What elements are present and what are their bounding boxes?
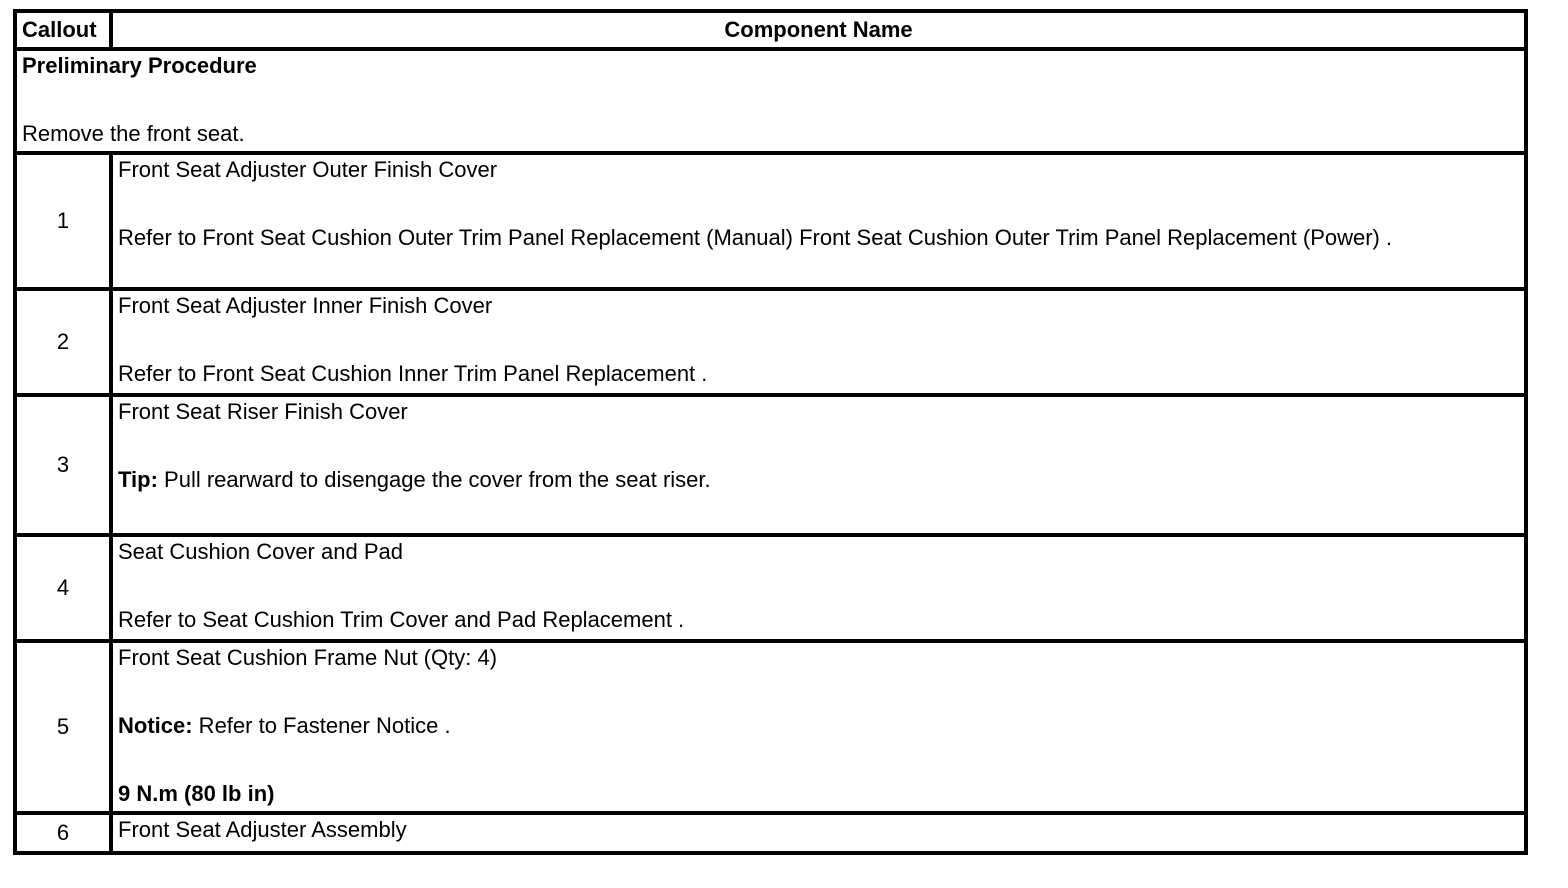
component-name: Front Seat Cushion Frame Nut (Qty: 4) bbox=[118, 645, 498, 670]
component-detail: Refer to Seat Cushion Trim Cover and Pad Replacement . bbox=[118, 607, 685, 632]
component-cell bbox=[111, 641, 1526, 813]
component-cell bbox=[111, 535, 1526, 641]
notice-label: Notice: bbox=[118, 713, 193, 738]
component-cell bbox=[111, 153, 1526, 289]
component-name: Seat Cushion Cover and Pad bbox=[118, 539, 403, 564]
preliminary-text: Remove the front seat. bbox=[22, 121, 245, 146]
component-detail bbox=[118, 465, 1519, 495]
table-row bbox=[15, 641, 1526, 813]
header-component-name: Component Name bbox=[111, 11, 1526, 49]
component-cell bbox=[111, 395, 1526, 535]
tip-text: Pull rearward to disengage the cover from the seat riser. bbox=[157, 467, 711, 492]
table-row bbox=[15, 535, 1526, 641]
component-name: Front Seat Adjuster Inner Finish Cover bbox=[118, 293, 493, 318]
preliminary-cell bbox=[15, 49, 1526, 153]
component-detail: Refer to Front Seat Cushion Outer Trim Panel Replacement (Manual) Front Seat Cushion Outer Trim Panel Replacement (Power) . bbox=[118, 225, 1393, 250]
header-row bbox=[15, 11, 1526, 49]
torque-spec: 9 N.m (80 lb in) bbox=[118, 781, 275, 806]
preliminary-row bbox=[15, 49, 1526, 153]
callout-number: 2 bbox=[15, 289, 111, 395]
callout-number: 6 bbox=[15, 813, 111, 853]
callout-number: 1 bbox=[15, 153, 111, 289]
notice-text: Refer to Fastener Notice . bbox=[192, 713, 451, 738]
component-name: Front Seat Riser Finish Cover bbox=[118, 399, 408, 424]
tip-label: Tip: bbox=[118, 467, 158, 492]
component-detail bbox=[118, 711, 1519, 741]
header-callout: Callout bbox=[15, 11, 111, 49]
component-cell bbox=[111, 813, 1526, 853]
table-row bbox=[15, 813, 1526, 853]
callout-number: 3 bbox=[15, 395, 111, 535]
callout-number: 4 bbox=[15, 535, 111, 641]
component-name: Front Seat Adjuster Outer Finish Cover bbox=[118, 157, 498, 182]
table-row bbox=[15, 153, 1526, 289]
preliminary-title: Preliminary Procedure bbox=[22, 53, 257, 78]
procedure-table bbox=[13, 9, 1528, 855]
component-detail: Refer to Front Seat Cushion Inner Trim Panel Replacement . bbox=[118, 361, 708, 386]
table-row bbox=[15, 289, 1526, 395]
component-cell bbox=[111, 289, 1526, 395]
component-name: Front Seat Adjuster Assembly bbox=[118, 817, 407, 842]
table-row bbox=[15, 395, 1526, 535]
callout-number: 5 bbox=[15, 641, 111, 813]
